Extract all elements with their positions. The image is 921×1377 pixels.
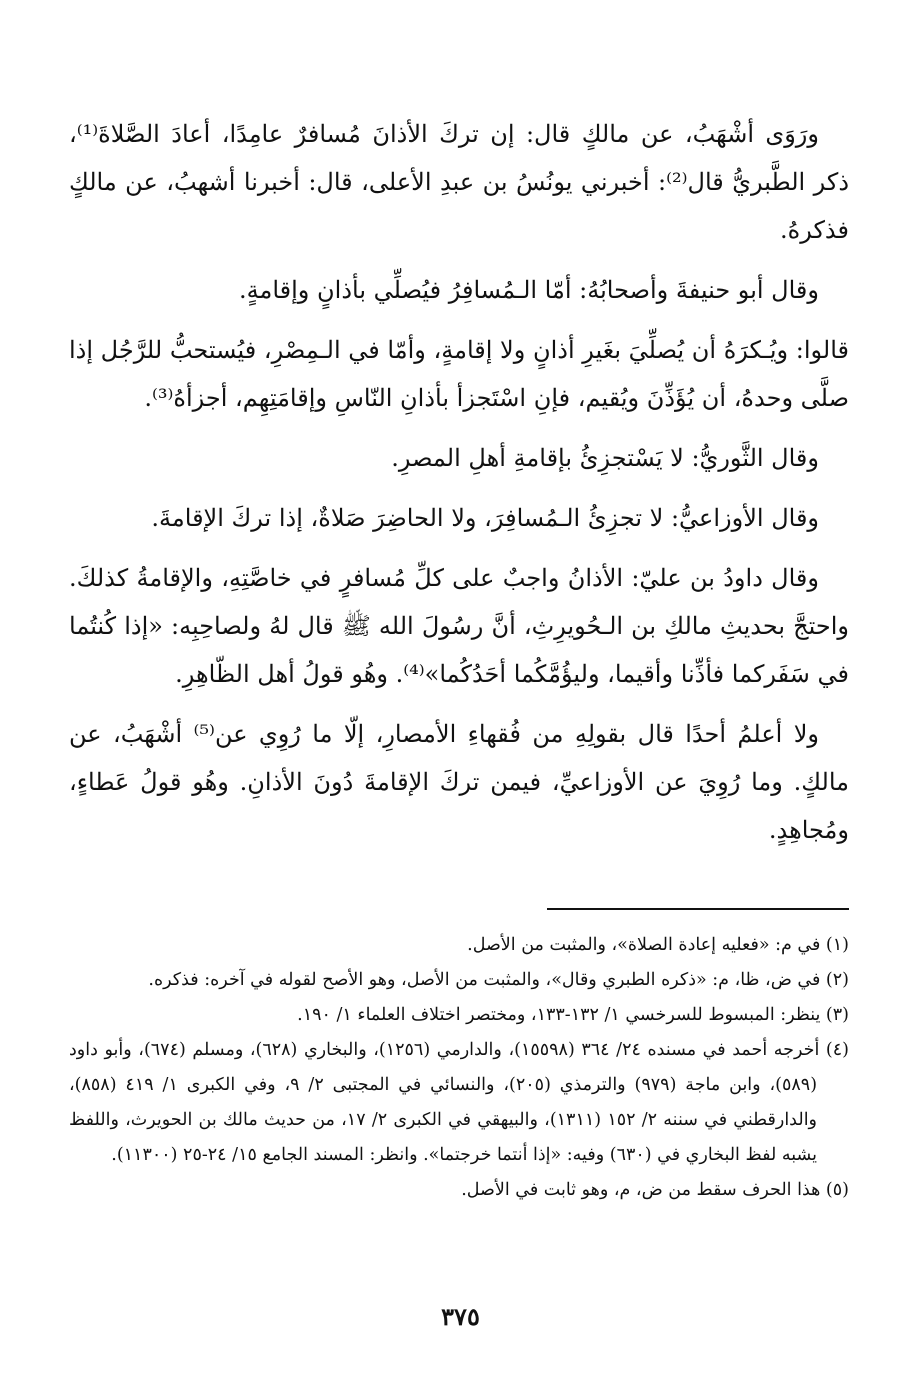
footnote-divider: [547, 908, 849, 910]
footnotes-section: [69, 928, 849, 1208]
footnote-4: (٤) أخرجه أحمد في مسنده ٢٤/ ٣٦٤ (١٥٥٩٨)، والدارمي (١٢٥٦)، والبخاري (٦٢٨)، ومسلم (٦٧٤)، وأبو داود (٥٨٩)، وابن ماجة (٩٧٩) والترمذي (٢٠٥)، والنسائي في المجتبى ٢/ ٩، وفي الكبرى ١/ ٤١٩ (٨٥٨)، والدارقطني في سننه ٢/ ١٥٢ (١٣١١)، والبيهقي في الكبرى ٢/ ١٧، من حديث مالك بن الحويرث، واللفظ يشبه لفظ البخاري في (٦٣٠) وفيه: «إذا أنتما خرجتما». وانظر: المسند الجامع ١٥/ ٢٤-٢٥ (١١٣٠٠).: [69, 1040, 849, 1165]
paragraph-ashhab-malik: ورَوَى أشْهَبُ، عن مالكٍ قال: إن تركَ الأذانَ مُسافرٌ عامِدًا، أعادَ الصَّلاةَ⁽¹⁾، ذكر الطَّبريُّ قال⁽²⁾: أخبرني يونُسُ بن عبدِ الأعلى، قال: أخبرنا أشهبُ، عن مالكٍ فذكرهُ.: [69, 120, 850, 244]
paragraph-la-alamu: ولا أعلمُ أحدًا قال بقولِهِ من فُقهاءِ الأمصارِ، إلّا ما رُوِي عن⁽⁵⁾ أشْهَبُ، عن مالكٍ. وما رُوِيَ عن الأوزاعيِّ، فيمن تركَ الإقامةَ دُونَ الأذانِ. وهُو قولُ عَطاءٍ، ومُجاهِدٍ.: [69, 720, 849, 844]
paragraph-thawri: وقال الثَّوريُّ: لا يَسْتجزِئُ بإقامةِ أهلِ المصرِ.: [391, 444, 819, 472]
footnote-5: (٥) هذا الحرف سقط من ض، م، وهو ثابت في الأصل.: [461, 1180, 849, 1200]
page-number: ٣٧٥: [441, 1302, 480, 1331]
footnote-3: (٣) ينظر: المبسوط للسرخسي ١/ ١٣٢-١٣٣، ومختصر اختلاف العلماء ١/ ١٩٠.: [297, 1005, 849, 1025]
paragraph-abu-hanifa: وقال أبو حنيفةَ وأصحابُهُ: أمّا الـمُسافِرُ فيُصلِّي بأذانٍ وإقامةٍ.: [239, 276, 819, 304]
main-text-body: [69, 110, 849, 866]
paragraph-dawud: وقال داودُ بن عليّ: الأذانُ واجبٌ على كلِّ مُسافرٍ في خاصَّتِهِ، والإقامةُ كذلكَ. واحتجَّ بحديثِ مالكِ بن الـحُويرِثِ، أنَّ رسُولَ الله ﷺ قال لهُ ولصاحِبِه: «إذا كُنتُما في سَفَركما فأذِّنا وأقيما، وليؤُمَّكُما أحَدُكُما»⁽⁴⁾. وهُو قولُ أهل الظّاهِرِ.: [69, 564, 849, 688]
footnote-2: (٢) في ض، ظا، م: «ذكره الطبري وقال»، والمثبت من الأصل، وهو الأصح لقوله في آخره: فذكره.: [148, 970, 849, 990]
paragraph-awzai: وقال الأوزاعيُّ: لا تجزِئُ الـمُسافِرَ، ولا الحاضِرَ صَلاةٌ، إذا تركَ الإقامةَ.: [151, 504, 819, 532]
paragraph-qalu: قالوا: ويُـكرَهُ أن يُصلِّيَ بغَيرِ أذانٍ ولا إقامةٍ، وأمّا في الـمِصْرِ، فيُستحبُّ للرَّجُل إذا صلَّى وحدهُ، أن يُؤَذِّنَ ويُقيم، فإنِ اسْتَجزأ بأذانِ النّاسِ وإقامَتِهِم، أجزأهُ⁽³⁾.: [69, 336, 850, 412]
footnote-1: (١) في م: «فعليه إعادة الصلاة»، والمثبت من الأصل.: [467, 935, 849, 955]
